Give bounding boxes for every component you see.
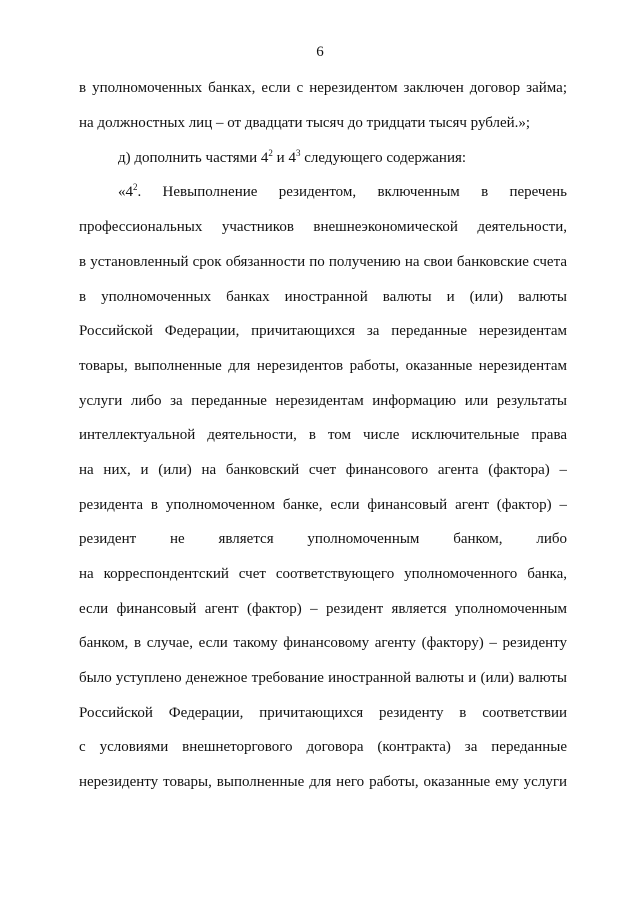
text-line: Российской Федерации, причитающихся за переданные нерезидентам (79, 323, 567, 339)
superscript: 2 (133, 183, 138, 192)
text-line: услуги либо за переданные нерезидентам информацию или результаты (79, 393, 567, 409)
text-line: на них, и (или) на банковский счет финансового агента (фактора) – (79, 462, 567, 478)
text-run: и 4 (272, 150, 296, 166)
text-run: «4 (118, 184, 133, 200)
page-number: 6 (316, 44, 324, 60)
text-line: товары, выполненные для нерезидентов работы, оказанные нерезидентам (79, 358, 567, 374)
text-line: банком, в случае, если такому финансовому агенту (фактору) – резиденту (79, 635, 567, 651)
text-line: в установленный срок обязанности по получению на свои банковские счета (79, 254, 567, 270)
text-run: д) дополнить частями 4 (118, 150, 269, 166)
text-line: Российской Федерации, причитающихся резиденту в соответствии (79, 705, 567, 721)
superscript: 3 (295, 149, 301, 158)
text-line (118, 149, 567, 167)
text-line: резидента в уполномоченном банке, если финансовый агент (фактор) – (79, 497, 567, 513)
text-line: было уступлено денежное требование иностранной валюты и (или) валюты (79, 670, 567, 686)
text-line (118, 183, 567, 201)
text-line: на корреспондентский счет соответствующего уполномоченного банка, (79, 566, 567, 582)
text-run: . Невыполнение резидентом, включенным в перечень (137, 184, 567, 200)
superscript: 2 (268, 149, 273, 158)
text-line: нерезиденту товары, выполненные для него работы, оказанные ему услуги (79, 774, 567, 790)
text-line: если финансовый агент (фактор) – резидент является уполномоченным (79, 601, 567, 617)
text-line: на должностных лиц – от двадцати тысяч до тридцати тысяч рублей.»; (79, 115, 531, 131)
text-line: резидент не является уполномоченным банком, либо (79, 531, 567, 547)
text-line: профессиональных участников внешнеэкономической деятельности, (79, 219, 567, 235)
text-run: следующего содержания: (300, 150, 467, 166)
text-line: в уполномоченных банках иностранной валюты и (или) валюты (79, 289, 567, 305)
text-line: с условиями внешнеторгового договора (контракта) за переданные (79, 739, 567, 755)
text-line: интеллектуальной деятельности, в том числе исключительные права (79, 427, 567, 443)
text-line: в уполномоченных банках, если с нерезидентом заключен договор займа; (79, 80, 567, 96)
